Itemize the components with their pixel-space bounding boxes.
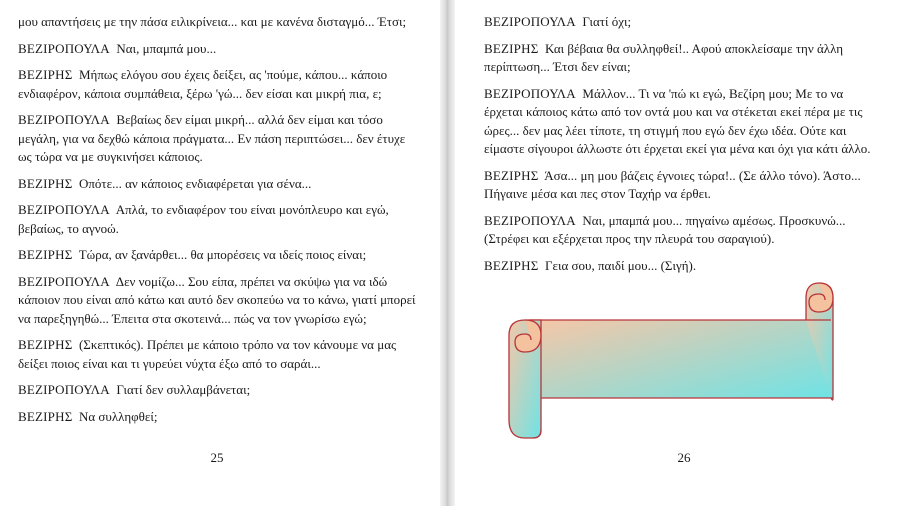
dialogue-paragraph xyxy=(18,201,418,238)
dialogue-text: Γεια σου, παιδί μου... (Σιγή). xyxy=(544,257,697,273)
dialogue-text: Γιατί όχι; xyxy=(582,14,632,29)
dialogue-paragraph xyxy=(484,40,884,77)
dialogue-text: Οπότε... αν κάποιος ενδιαφέρεται για σένα... xyxy=(78,175,312,191)
speaker-name: ΒΕΖΙΡΗΣ xyxy=(18,408,73,424)
dialogue-text: Να συλληφθεί; xyxy=(78,408,158,424)
speaker-name: ΒΕΖΙΡΟΠΟΥΛΑ xyxy=(18,382,110,397)
book-gutter xyxy=(440,0,455,506)
dialogue-paragraph xyxy=(18,408,418,427)
dialogue-paragraph xyxy=(18,273,418,329)
dialogue-text: Δεν νομίζω... Σου είπα, πρέπει να σκύψω για να ιδώ κάποιον που είναι από κάτω και αυτό δεν σκοπεύω να το κάνω, γιατί μπορεί να παρεξηγηθώ... Έπειτα στα σκοτεινά... πώς να τον γνωρίσω εγώ; xyxy=(18,273,416,326)
speaker-name: ΒΕΖΙΡΟΠΟΥΛΑ xyxy=(18,40,110,56)
dialogue-text: Ναι, μπαμπά μου... xyxy=(116,40,217,56)
dialogue-text: Άσα... μη μου βάζεις έγνοιες τώρα!.. (Σε άλλο τόνο). Άστο... Πήγαινε μέσα και πες στον Ταχήρ να έρθει. xyxy=(484,167,861,201)
parchment-scroll-icon xyxy=(501,280,871,440)
speaker-name: ΒΕΖΙΡΟΠΟΥΛΑ xyxy=(484,85,576,101)
dialogue-text: Τώρα, αν ξανάρθει... θα μπορέσεις να ιδείς ποιος είναι; xyxy=(78,247,367,262)
dialogue-text: μου απαντήσεις με την πάσα ειλικρίνεια... και με κανένα δισταγμό... Έτσι; xyxy=(18,14,407,29)
speaker-name: ΒΕΖΙΡΗΣ xyxy=(18,67,73,82)
dialogue-text: Απλά, το ενδιαφέρον του είναι μονόπλευρο και εγώ, βεβαίως, το αγνοώ. xyxy=(18,202,389,236)
left-page xyxy=(0,0,440,506)
dialogue-paragraph xyxy=(484,167,884,204)
speaker-name: ΒΕΖΙΡΟΠΟΥΛΑ xyxy=(18,202,110,217)
speaker-name: ΒΕΖΙΡΗΣ xyxy=(484,40,539,56)
right-page xyxy=(455,0,901,506)
dialogue-paragraph xyxy=(18,381,418,400)
speaker-name: ΒΕΖΙΡΗΣ xyxy=(484,167,539,183)
page-number-right: 26 xyxy=(677,450,691,465)
dialogue-paragraph xyxy=(18,246,418,265)
dialogue-paragraph xyxy=(18,40,418,59)
dialogue-paragraph xyxy=(484,212,884,249)
speaker-name: ΒΕΖΙΡΗΣ xyxy=(18,337,73,352)
dialogue-paragraph xyxy=(18,336,418,373)
dialogue-paragraph xyxy=(484,85,884,159)
dialogue-text: Βεβαίως δεν είμαι μικρή... αλλά δεν είμαι και τόσο μεγάλη, για να δεχθώ κάποια πράγματα... Εν πάση περιπτώσει... δεν έτυχε ως τώρα να με συγκινήσει κάποιος. xyxy=(18,112,406,164)
dialogue-paragraph xyxy=(18,111,418,167)
dialogue-text: Γιατί δεν συλλαμβάνεται; xyxy=(116,382,251,397)
dialogue-text: Μάλλον... Τι να 'πώ κι εγώ, Βεζίρη μου; Με το να έρχεται κάποιος κάτω από τον οντά μου και να στέκεται εκεί πέρα με τις ώρες... δεν μας λέει τίποτε, τη στιγμή που εγώ δεν έχω ιδέα. Ούτε και είμαστε σίγουροι άλλωστε ότι έρχεται εκεί για μένα και όχι για κάτι άλλο. xyxy=(484,85,871,156)
dialogue-paragraph xyxy=(18,66,418,103)
speaker-name: ΒΕΖΙΡΟΠΟΥΛΑ xyxy=(18,112,110,127)
dialogue-paragraph xyxy=(18,13,418,32)
dialogue-text: (Σκεπτικός). Πρέπει με κάποιο τρόπο να τον κάνουμε να μας δείξει ποιος είναι και τι γυρεύει νύχτα έξω από το σαράι... xyxy=(18,337,397,371)
right-page-text xyxy=(484,13,884,283)
dialogue-paragraph xyxy=(18,175,418,194)
speaker-name: ΒΕΖΙΡΟΠΟΥΛΑ xyxy=(484,14,576,29)
speaker-name: ΒΕΖΙΡΟΠΟΥΛΑ xyxy=(484,212,576,228)
speaker-name: ΒΕΖΙΡΗΣ xyxy=(18,175,73,191)
dialogue-text: Ναι, μπαμπά μου... πηγαίνω αμέσως. Προσκυνώ... (Στρέφει και εξέρχεται προς την πλευρά του σαραγιού). xyxy=(484,212,846,246)
page-number-left: 25 xyxy=(210,450,224,465)
dialogue-text: Μήπως ελόγου σου έχεις δείξει, ας 'πούμε, κάπου... κάποιο ενδιαφέρον, κάποια συμπάθεια, ξέρω 'γώ... δεν είσαι και μικρή πια, ε; xyxy=(18,67,388,101)
scroll-illustration xyxy=(501,280,871,440)
dialogue-paragraph xyxy=(484,13,884,32)
speaker-name: ΒΕΖΙΡΗΣ xyxy=(18,247,73,262)
dialogue-paragraph xyxy=(484,257,884,276)
dialogue-text: Και βέβαια θα συλληφθεί!.. Αφού αποκλείσαμε την άλλη περίπτωση... Έτσι δεν είναι; xyxy=(484,40,844,74)
speaker-name: ΒΕΖΙΡΗΣ xyxy=(484,257,539,273)
left-page-text xyxy=(18,13,418,434)
speaker-name: ΒΕΖΙΡΟΠΟΥΛΑ xyxy=(18,273,110,289)
